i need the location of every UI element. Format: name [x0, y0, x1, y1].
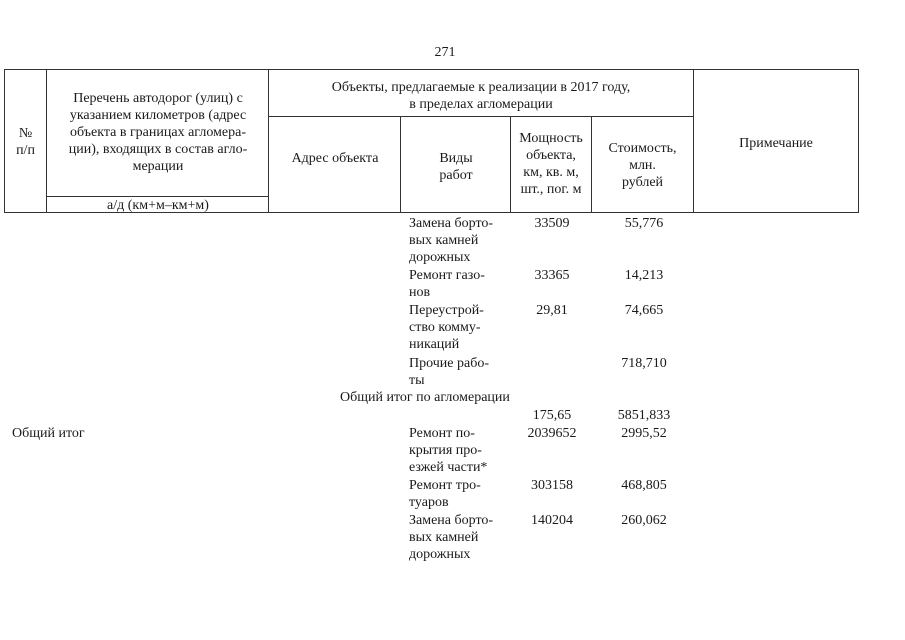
header-cost: Стоимость, млн. рублей — [608, 141, 677, 190]
capacity-value: 29,81 — [536, 303, 568, 318]
header-number: № п/п — [16, 126, 35, 158]
header-capacity: Мощность объекта, км, кв. м, шт., пог. м — [519, 131, 583, 197]
header-address: Адрес объекта — [291, 151, 379, 166]
work-label: Ремонт тро- туаров — [409, 478, 481, 510]
header-works: Виды работ — [439, 151, 473, 183]
capacity-value: 33509 — [534, 216, 570, 231]
capacity-value: 303158 — [531, 478, 573, 493]
agglomeration-total-label: Общий итог по агломерации — [340, 390, 510, 405]
capacity-value: 33365 — [534, 268, 570, 283]
agglomeration-total-cost: 5851,833 — [617, 408, 671, 423]
cost-value: 2995,52 — [621, 426, 667, 441]
cost-value: 260,062 — [621, 513, 667, 528]
capacity-value: 2039652 — [527, 426, 577, 441]
cost-value: 718,710 — [621, 356, 667, 371]
page-number: 271 — [434, 45, 456, 60]
work-label: Переустрой- ство комму- никаций — [409, 303, 484, 352]
cost-value: 74,665 — [624, 303, 664, 318]
agglomeration-total-capacity: 175,65 — [532, 408, 572, 423]
work-label: Ремонт газо- нов — [409, 268, 485, 300]
work-label: Замена борто- вых камней дорожных — [409, 216, 494, 265]
work-label: Ремонт по- крытия про- езжей части* — [409, 426, 488, 475]
cost-value: 14,213 — [624, 268, 664, 283]
header-roads: Перечень автодорог (улиц) с указанием километров (адрес объекта в границах агломера- ции), входящих в состав агло- мерации — [68, 91, 248, 174]
grand-total-label: Общий итог — [12, 426, 85, 441]
capacity-value: 140204 — [531, 513, 573, 528]
cost-value: 468,805 — [621, 478, 667, 493]
header-roads-sub: а/д (км+м–км+м) — [107, 198, 209, 213]
work-label: Замена борто- вых камней дорожных — [409, 513, 494, 562]
header-note: Примечание — [739, 136, 813, 151]
work-label: Прочие рабо- ты — [409, 356, 489, 388]
header-objects-group: Объекты, предлагаемые к реализации в 2017 году, в пределах агломерации — [331, 80, 631, 112]
cost-value: 55,776 — [624, 216, 664, 231]
